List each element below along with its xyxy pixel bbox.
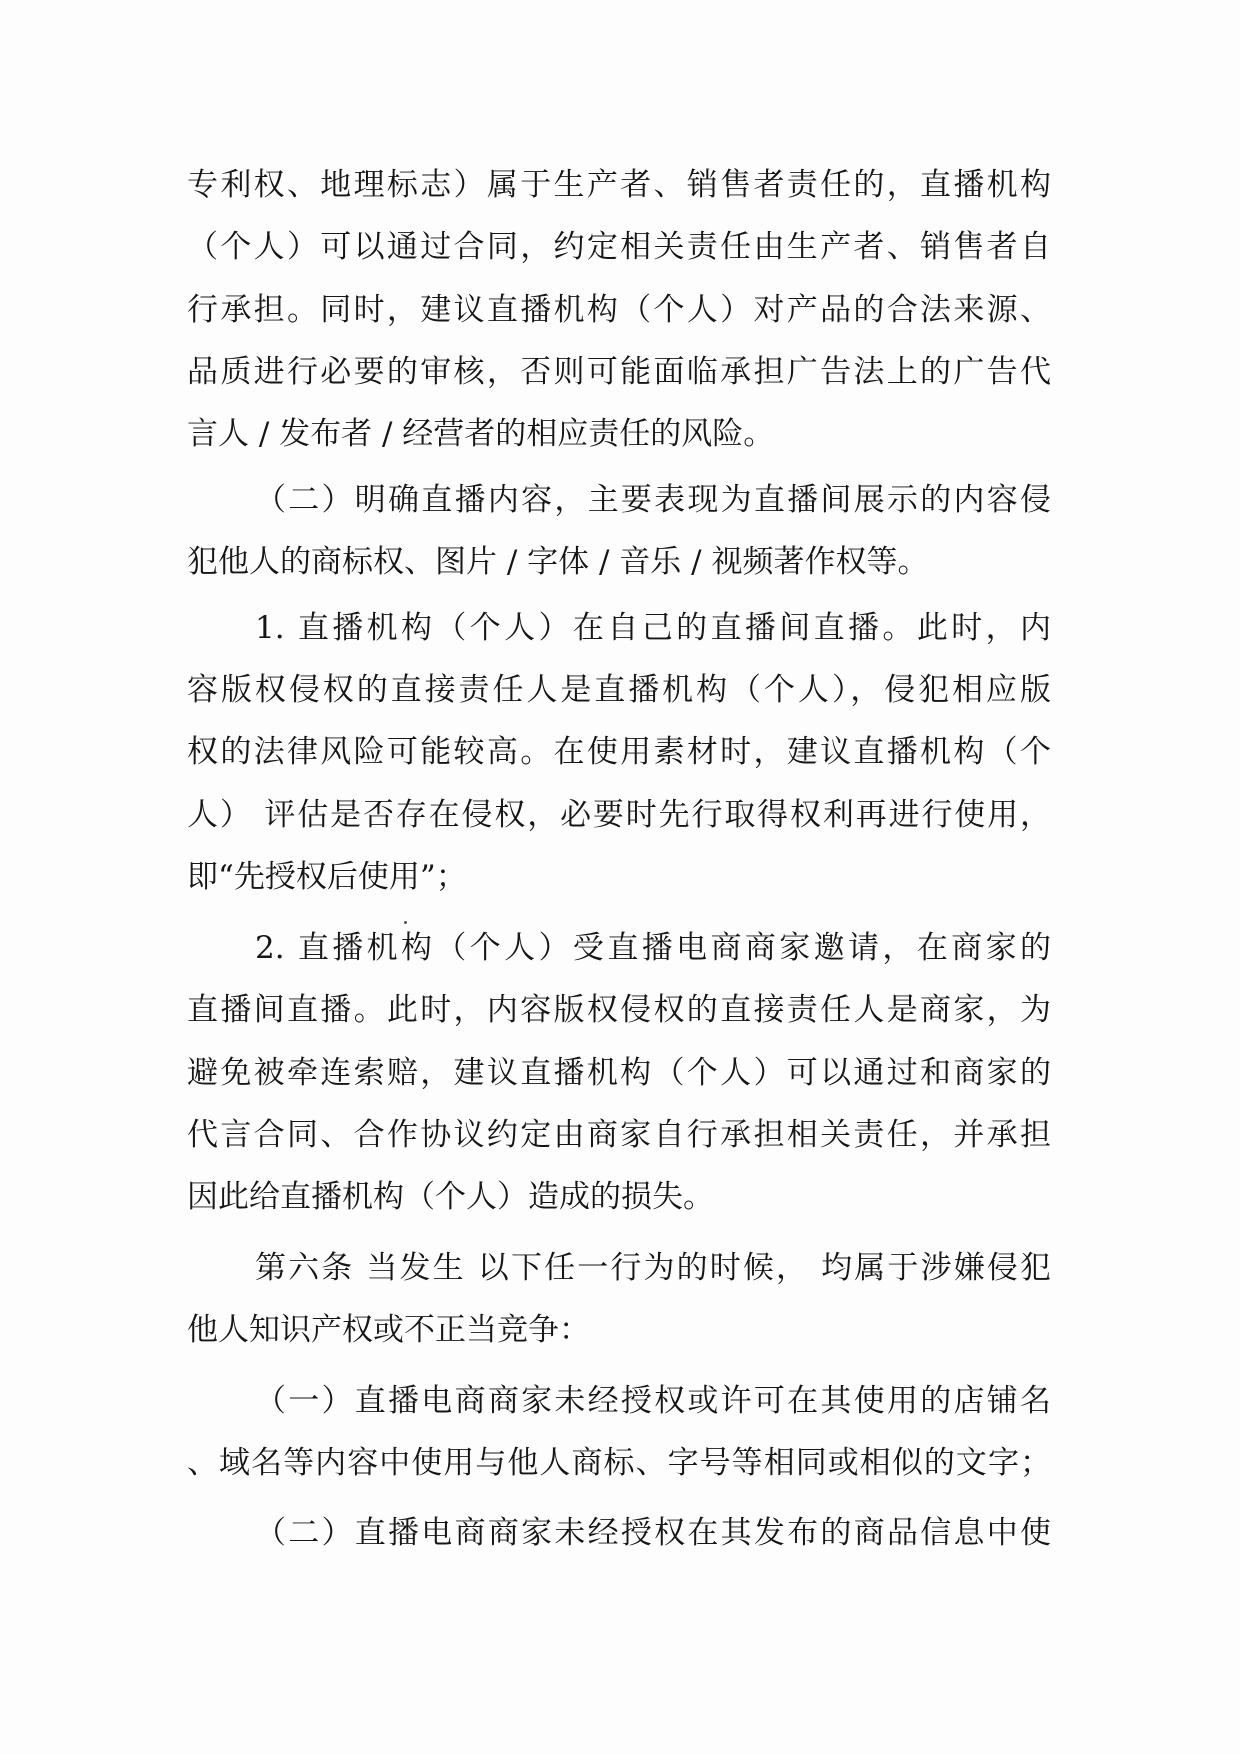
text-line: 犯他人的商标权、图片 / 字体 / 音乐 / 视频著作权等。 xyxy=(187,544,929,580)
article-heading-line: 第六条 当发生 以下任一行为的时候， 均属于涉嫌侵犯 xyxy=(255,1250,1051,1286)
clause-line: （二）直播电商商家未经授权在其发布的商品信息中使 xyxy=(255,1515,1051,1551)
text-line: （个人）可以通过合同，约定相关责任由生产者、销售者自 xyxy=(187,229,1051,265)
text-line: 即“先授权后使用”； xyxy=(187,859,467,895)
text-line: 代言合同、合作协议约定由商家自行承担相关责任，并承担 xyxy=(187,1117,1051,1153)
text-line: 权的法律风险可能较高。在使用素材时，建议直播机构（个 xyxy=(187,734,1051,770)
text-line: 因此给直播机构（个人）造成的损失。 xyxy=(187,1179,714,1215)
text-line: 言人 / 发布者 / 经营者的相应责任的风险。 xyxy=(187,416,775,452)
section-heading-line: （二）明确直播内容，主要表现为直播间展示的内容侵 xyxy=(255,482,1051,518)
text-line: 人） 评估是否存在侵权，必要时先行取得权利再进行使用， xyxy=(187,797,1051,833)
text-line: 他人知识产权或不正当竞争： xyxy=(187,1312,590,1348)
text-line: 专利权、地理标志）属于生产者、销售者责任的，直播机构 xyxy=(187,167,1051,203)
list-item-1-line: 1. 直播机构（个人）在自己的直播间直播。此时，内 xyxy=(255,610,1051,646)
text-line: 容版权侵权的直接责任人是直播机构（个人），侵犯相应版 xyxy=(187,672,1051,708)
clause-line: （一）直播电商商家未经授权或许可在其使用的店铺名 xyxy=(255,1383,1051,1419)
list-item-2-line: 2. 直播机构（个人）受直播电商商家邀请，在商家的 xyxy=(255,930,1051,966)
scan-speck xyxy=(404,921,407,924)
text-line: 行承担。同时，建议直播机构（个人）对产品的合法来源、 xyxy=(187,292,1051,328)
text-line: 直播间直播。此时，内容版权侵权的直接责任人是商家，为 xyxy=(187,992,1051,1028)
text-line: 避免被牵连索赔，建议直播机构（个人）可以通过和商家的 xyxy=(187,1055,1051,1091)
text-line: 品质进行必要的审核，否则可能面临承担广告法上的广告代 xyxy=(187,354,1051,390)
text-line: 、域名等内容中使用与他人商标、字号等相同或相似的文字； xyxy=(187,1445,1051,1481)
